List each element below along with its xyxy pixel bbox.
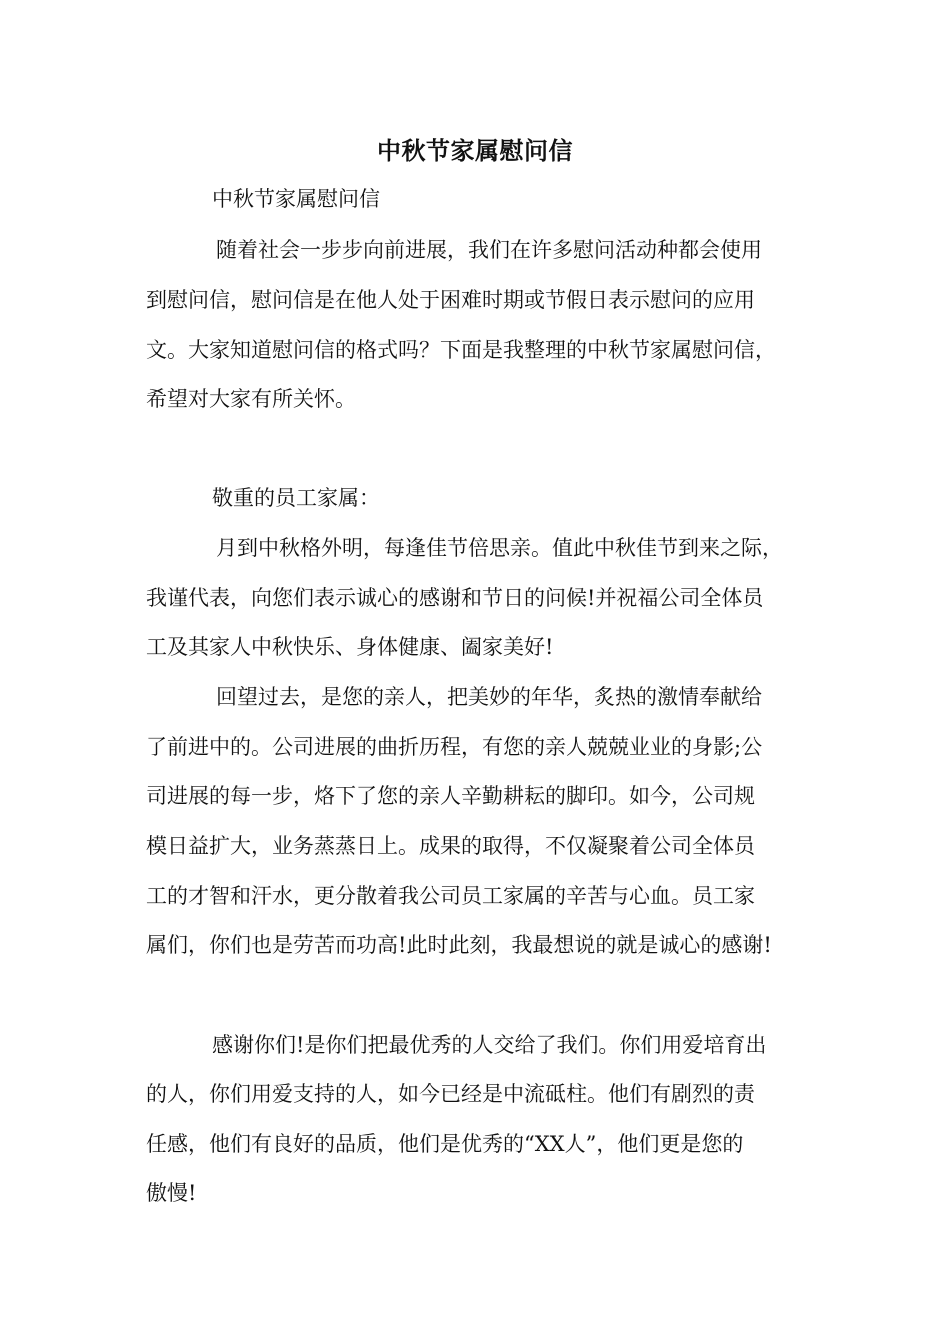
intro-line: 文。大家知道慰问信的格式吗？下面是我整理的中秋节家属慰问信，	[146, 338, 776, 362]
document-subtitle: 中秋节家属慰问信	[212, 187, 380, 211]
paragraph-3-line: 感谢你们!是你们把最优秀的人交给了我们。你们用爱培育出	[212, 1033, 767, 1057]
paragraph-2-line: 了前进中的。公司进展的曲折历程，有您的亲人兢兢业业的身影;公	[146, 735, 763, 759]
intro-line: 随着社会一步步向前进展，我们在许多慰问活动种都会使用	[216, 238, 762, 262]
intro-line: 希望对大家有所关怀。	[146, 387, 356, 411]
salutation: 敬重的员工家属：	[212, 486, 380, 510]
paragraph-1-line: 工及其家人中秋快乐、身体健康、阖家美好!	[146, 635, 554, 659]
paragraph-1-line: 我谨代表，向您们表示诚心的感谢和节日的问候!并祝福公司全体员	[146, 586, 764, 610]
paragraph-3-line: 的人，你们用爱支持的人，如今已经是中流砥柱。他们有剧烈的责	[146, 1082, 755, 1106]
paragraph-3-line: 任感，他们有良好的品质，他们是优秀的“XX人”，他们更是您的	[146, 1132, 744, 1156]
paragraph-1-line: 月到中秋格外明，每逢佳节倍思亲。值此中秋佳节到来之际，	[216, 536, 783, 560]
document-title: 中秋节家属慰问信	[377, 136, 573, 165]
paragraph-2-line: 司进展的每一步，烙下了您的亲人辛勤耕耘的脚印。如今，公司规	[146, 784, 755, 808]
intro-line: 到慰问信，慰问信是在他人处于困难时期或节假日表示慰问的应用	[146, 288, 755, 312]
paragraph-2-line: 属们，你们也是劳苦而功高!此时此刻，我最想说的就是诚心的感谢!	[146, 933, 772, 957]
paragraph-2-line: 模日益扩大，业务蒸蒸日上。成果的取得，不仅凝聚着公司全体员	[146, 834, 755, 858]
paragraph-2-line: 工的才智和汗水，更分散着我公司员工家属的辛苦与心血。员工家	[146, 884, 755, 908]
paragraph-2-line: 回望过去，是您的亲人，把美妙的年华，炙热的激情奉献给	[216, 685, 762, 709]
paragraph-3-line: 傲慢!	[146, 1181, 197, 1205]
